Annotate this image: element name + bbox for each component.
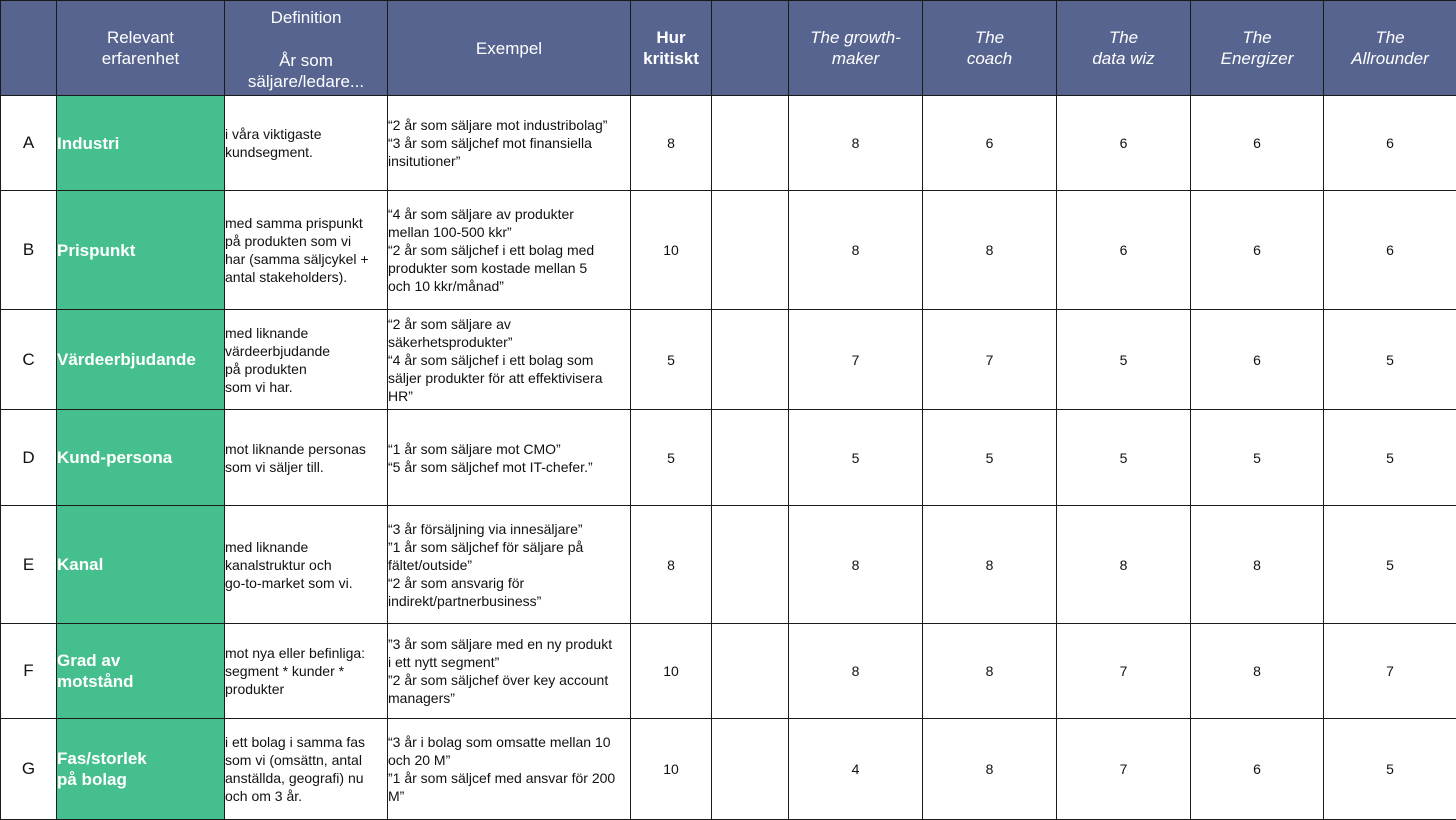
- score-allrounder: 5: [1324, 506, 1456, 624]
- row-empty-cell: [712, 191, 789, 310]
- table-row: [1, 310, 1456, 410]
- score-coach: 8: [923, 624, 1057, 719]
- row-empty-cell: [712, 410, 789, 506]
- score-allrounder: 6: [1324, 191, 1456, 310]
- row-criticality-score: 10: [631, 719, 712, 820]
- score-coach: 7: [923, 310, 1057, 410]
- row-example: “4 år som säljare av produkter mellan 100-500 kkr” “2 år som säljchef i ett bolag med produkter som kostade mellan 5 och 10 kkr/månad”: [388, 191, 631, 310]
- score-energizer: 6: [1191, 96, 1324, 191]
- row-criticality-score: 10: [631, 624, 712, 719]
- table-row: [1, 191, 1456, 310]
- header-letter: [1, 1, 57, 96]
- row-example: “3 år i bolag som omsatte mellan 10 och 20 M” ”1 år som säljcef med ansvar för 200 M”: [388, 719, 631, 820]
- score-energizer: 8: [1191, 624, 1324, 719]
- score-datawiz: 6: [1057, 191, 1191, 310]
- score-datawiz: 6: [1057, 96, 1191, 191]
- score-coach: 8: [923, 719, 1057, 820]
- table-row: [1, 624, 1456, 719]
- row-empty-cell: [712, 310, 789, 410]
- row-category: Fas/storlek på bolag: [57, 719, 225, 820]
- row-empty-cell: [712, 624, 789, 719]
- score-energizer: 6: [1191, 310, 1324, 410]
- header-example: Exempel: [388, 1, 631, 96]
- header-definition-title: Definition: [271, 8, 342, 27]
- row-letter: C: [1, 310, 57, 410]
- row-example: “2 år som säljare mot industribolag” “3 år som säljchef mot finansiella insitutioner”: [388, 96, 631, 191]
- score-allrounder: 5: [1324, 410, 1456, 506]
- score-energizer: 6: [1191, 191, 1324, 310]
- row-criticality-score: 8: [631, 506, 712, 624]
- row-category: Industri: [57, 96, 225, 191]
- table-row: [1, 506, 1456, 624]
- table-row: [1, 719, 1456, 820]
- header-row: [1, 1, 1456, 96]
- row-criticality-score: 5: [631, 410, 712, 506]
- score-allrounder: 6: [1324, 96, 1456, 191]
- row-empty-cell: [712, 96, 789, 191]
- score-allrounder: 7: [1324, 624, 1456, 719]
- table-body: [1, 96, 1456, 820]
- row-letter: D: [1, 410, 57, 506]
- score-datawiz: 8: [1057, 506, 1191, 624]
- table-row: [1, 410, 1456, 506]
- table-row: [1, 96, 1456, 191]
- header-allrounder: The Allrounder: [1324, 1, 1456, 96]
- score-datawiz: 5: [1057, 410, 1191, 506]
- row-letter: B: [1, 191, 57, 310]
- row-definition: i ett bolag i samma fas som vi (omsättn, antal anställda, geografi) nu och om 3 år.: [225, 719, 388, 820]
- score-datawiz: 5: [1057, 310, 1191, 410]
- score-growthmaker: 4: [789, 719, 923, 820]
- header-relevant-experience: Relevant erfarenhet: [57, 1, 225, 96]
- row-category: Kund-persona: [57, 410, 225, 506]
- score-datawiz: 7: [1057, 719, 1191, 820]
- header-growthmaker: The growth- maker: [789, 1, 923, 96]
- score-growthmaker: 5: [789, 410, 923, 506]
- row-letter: E: [1, 506, 57, 624]
- row-example: “3 år försäljning via innesäljare” ”1 år som säljchef för säljare på fältet/outside” “2 år som ansvarig för indirekt/partnerbusiness”: [388, 506, 631, 624]
- score-energizer: 5: [1191, 410, 1324, 506]
- row-empty-cell: [712, 506, 789, 624]
- row-criticality-score: 10: [631, 191, 712, 310]
- score-allrounder: 5: [1324, 719, 1456, 820]
- row-example: “2 år som säljare av säkerhetsprodukter” “4 år som säljchef i ett bolag som säljer produkter för att effektivisera HR”: [388, 310, 631, 410]
- score-growthmaker: 8: [789, 96, 923, 191]
- row-letter: G: [1, 719, 57, 820]
- row-category: Prispunkt: [57, 191, 225, 310]
- score-growthmaker: 8: [789, 506, 923, 624]
- row-empty-cell: [712, 719, 789, 820]
- row-category: Kanal: [57, 506, 225, 624]
- row-example: “1 år som säljare mot CMO” “5 år som säljchef mot IT-chefer.”: [388, 410, 631, 506]
- score-coach: 6: [923, 96, 1057, 191]
- row-definition: mot liknande personas som vi säljer till.: [225, 410, 388, 506]
- score-allrounder: 5: [1324, 310, 1456, 410]
- score-growthmaker: 8: [789, 191, 923, 310]
- header-criticality: Hur kritiskt: [631, 1, 712, 96]
- score-growthmaker: 7: [789, 310, 923, 410]
- row-definition: med liknande kanalstruktur och go-to-market som vi.: [225, 506, 388, 624]
- row-example: ”3 år som säljare med en ny produkt i ett nytt segment” ”2 år som säljchef över key account managers”: [388, 624, 631, 719]
- row-letter: F: [1, 624, 57, 719]
- header-definition-sub: År som säljare/ledare...: [225, 50, 387, 92]
- row-criticality-score: 5: [631, 310, 712, 410]
- row-definition: i våra viktigaste kundsegment.: [225, 96, 388, 191]
- score-growthmaker: 8: [789, 624, 923, 719]
- header-coach: The coach: [923, 1, 1057, 96]
- header-empty: [712, 1, 789, 96]
- score-coach: 5: [923, 410, 1057, 506]
- header-datawiz: The data wiz: [1057, 1, 1191, 96]
- score-coach: 8: [923, 506, 1057, 624]
- header-definition: [225, 1, 388, 96]
- score-datawiz: 7: [1057, 624, 1191, 719]
- row-definition: med liknande värdeerbjudande på produkten som vi har.: [225, 310, 388, 410]
- row-category: Värdeerbjudande: [57, 310, 225, 410]
- score-coach: 8: [923, 191, 1057, 310]
- row-letter: A: [1, 96, 57, 191]
- header-energizer: The Energizer: [1191, 1, 1324, 96]
- score-energizer: 6: [1191, 719, 1324, 820]
- row-definition: mot nya eller befinliga: segment * kunder * produkter: [225, 624, 388, 719]
- row-category: Grad av motstånd: [57, 624, 225, 719]
- score-energizer: 8: [1191, 506, 1324, 624]
- row-definition: med samma prispunkt på produkten som vi har (samma säljcykel + antal stakeholders).: [225, 191, 388, 310]
- row-criticality-score: 8: [631, 96, 712, 191]
